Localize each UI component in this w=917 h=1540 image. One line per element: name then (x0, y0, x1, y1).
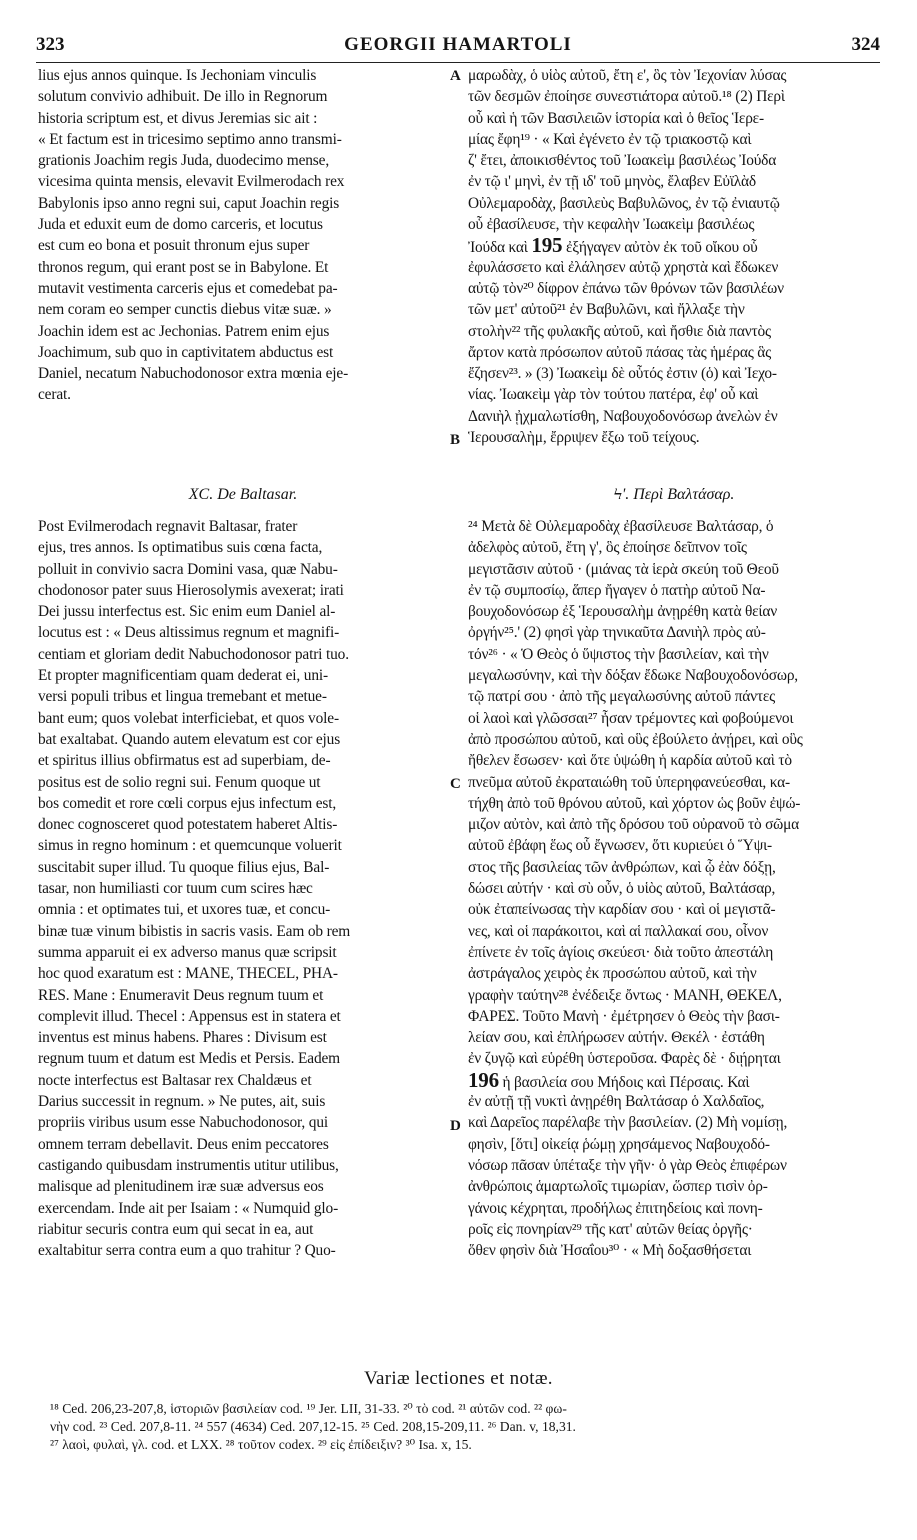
latin-line: nem coram eo semper cunctis diebus vitæ suæ. » (38, 301, 332, 319)
greek-line: μιζον αὐτὸν, καὶ ἀπὸ τῆς δρόσου τοῦ οὐρανοῦ τὸ σῶμα (468, 816, 800, 834)
footnotes (50, 1400, 890, 1454)
latin-line: versi populi tribus et lingua tremebant et metue- (38, 688, 327, 706)
margin-marker-b: B (450, 432, 461, 448)
latin-line: malisque ad plenitudinem iræ suæ adversus eos (38, 1178, 324, 1196)
greek-line: οἱ λαοὶ καὶ γλῶσσαι²⁷ ἦσαν τρέμοντες καὶ φοβούμενοι (468, 709, 794, 727)
greek-line: τῷ πατρί σου · ἀπὸ τῆς μεγαλωσύνης αὐτοῦ πάντες (468, 688, 776, 706)
latin-line: propriis viribus usum esse Nabuchodonosor, qui (38, 1114, 329, 1132)
greek-line: βουχοδονόσωρ ἐξ Ἱερουσαλὴμ ἀνῃρέθη κατὰ θείαν (468, 603, 777, 621)
latin-line: lius ejus annos quinque. Is Jechoniam vinculis (38, 67, 317, 84)
latin-line: binæ tuæ vinum bibistis in sacris vasis. Eam ob rem (38, 922, 351, 940)
latin-line: grationis Joachim regis Juda, duodecimo mense, (38, 152, 330, 170)
latin-line: polluit in convivio sacra Domini vasa, quæ Nabu- (38, 560, 338, 578)
greek-line: ἀνθρώποις ἁμαρτωλοῖς τιμωρίαν, ὥσπερ τισὶν ὀρ- (468, 1178, 768, 1196)
greek-line: οὗ καὶ ἡ τῶν Βασιλειῶν ἱστορία καὶ ὁ θεῖος Ἱερε- (468, 109, 764, 127)
latin-line: suscitabit super illud. Tu quoque filius ejus, Bal- (38, 858, 330, 876)
greek-line: ἀστράγαλος χειρὸς ἐκ προσώπου αὐτοῦ, καὶ τὴν (468, 965, 757, 983)
latin-line: Daniel, necatum Nabuchodonosor extra mœnia eje- (38, 365, 349, 383)
margin-marker-a: A (450, 68, 461, 84)
greek-line: ΦΑΡΕΣ. Τοῦτο Μανὴ · ἐμέτρησεν ὁ Θεὸς τὴν βασι- (468, 1007, 780, 1025)
footnote-line: νὴν cod. ²³ Ced. 207,8-11. ²⁴ 557 (4634) Ced. 207,12-15. ²⁵ Ced. 208,15-209,11. ²⁶ Dan. v, 18,31. (50, 1419, 576, 1434)
latin-line: chodonosor pater suus Hierosolymis avexerat; irati (38, 581, 344, 599)
latin-line: Et propter magnificentiam quam dederat ei, uni- (38, 667, 328, 685)
column-number: 196 (468, 1069, 499, 1092)
greek-line: οὗ ἐβασίλευσε, τὴν κεφαλὴν Ἰωακεὶμ βασιλέως (468, 216, 755, 234)
latin-line: RES. Mane : Enumeravit Deus regnum tuum et (38, 986, 324, 1004)
latin-line: omnia : et optimates tui, et uxores tuæ, et concu- (38, 901, 331, 919)
latin-line: Juda et eduxit eum de domo carceris, et locutus (38, 216, 323, 234)
page-number-right: 324 (851, 34, 880, 55)
latin-line: simus in regno hominum : et quemcunque voluerit (38, 837, 342, 855)
greek-line: στος τῆς βασιλείας τῶν ἀνθρώπων, καὶ ᾧ ἐὰν δόξῃ, (468, 858, 776, 876)
page-title: GEORGII HAMARTOLI (344, 34, 572, 55)
page-number-left: 323 (36, 34, 65, 55)
latin-line: bos comedit et rore cœli corpus ejus infectum est, (38, 794, 337, 812)
greek-line: ²⁴ Μετὰ δὲ Οὐλεμαροδὰχ ἐβασίλευσε Βαλτάσαρ, ὁ (468, 518, 774, 535)
greek-line: ἀπὸ προσώπου αὐτοῦ, καὶ οὓς ἐβούλετο ἀνῄρει, καὶ οὓς (468, 730, 803, 748)
greek-line: ἐν ζυγῷ καὶ εὑρέθη ὑστεροῦσα. Φαρὲς δὲ · διῄρηται (468, 1050, 781, 1068)
greek-line: ἐν τῷ ι' μηνὶ, ἐν τῇ ιδ' τοῦ μηνὸς, ἔλαβεν Εὐϊλὰδ (468, 173, 756, 191)
greek-line: ἐν αὐτῇ τῇ νυκτὶ ἀνῃρέθη Βαλτάσαρ ὁ Χαλδαῖος, (468, 1093, 765, 1111)
greek-line: ὅθεν φησὶν διὰ Ἠσαΐου³⁰ · « Μὴ δοξασθήσεται (468, 1242, 752, 1260)
greek-line: ροῖς εἰς πονηρίαν²⁹ τῆς κατ' αὐτῶν θείας ὀργῆς· (468, 1220, 753, 1238)
latin-text-top (38, 65, 448, 406)
latin-line: locutus est : « Deus altissimus regnum et magnifi- (38, 624, 340, 642)
greek-line: γάνοις κέχρηται, προδήλως ἐπιτηδείοις καὶ πονη- (468, 1199, 763, 1217)
latin-line: mutavit vestimenta carceris ejus et comedebat pa- (38, 279, 338, 297)
latin-line: est cum eo bona et posuit thronum ejus super (38, 237, 310, 255)
latin-line: positus est de solio regni sui. Fenum quoque ut (38, 773, 321, 791)
latin-line: et spiritus illius obfirmatus est ad superbiam, de- (38, 752, 331, 770)
header-rule (36, 62, 880, 63)
latin-line: donec cognosceret quod potestatem haberet Altis- (38, 816, 338, 834)
margin-marker-d: D (450, 1118, 461, 1134)
greek-line: τήχθη ἀπὸ τοῦ θρόνου αὐτοῦ, καὶ χόρτον ὡς βοῦν ἐψώ- (468, 794, 801, 812)
latin-line: ejus, tres annos. Is optimatibus suis cœna facta, (38, 539, 323, 557)
latin-line: regnum tuum et datum est Medis et Persis. Eadem (38, 1050, 340, 1068)
footnote-line: ¹⁸ Ced. 206,23-207,8, ἱστοριῶν βασιλείαν cod. ¹⁹ Jer. LII, 31-33. ²⁰ τὸ cod. ²¹ αὐτῶν cod. ²² φω- (50, 1401, 567, 1416)
greek-line: πνεῦμα αὐτοῦ ἐκραταιώθη τοῦ ὑπερηφανεύεσθαι, κα- (468, 773, 790, 791)
latin-line: solutum convivio adhibuit. De illo in Regnorum (38, 88, 328, 106)
greek-line: Οὐλεμαροδὰχ, βασιλεὺς Βαβυλῶνος, ἐν τῷ ἐνιαυτῷ (468, 194, 780, 212)
section-heading-greek: Ϟ'. Περὶ Βαλτάσαρ. (613, 486, 735, 503)
greek-line: ἤθελεν ἔσωσεν· καὶ ὅτε ὑψώθη ἡ καρδία αὐτοῦ καὶ τὸ (468, 752, 792, 770)
latin-line: exercendam. Inde ait per Isaiam : « Numquid glo- (38, 1199, 339, 1217)
greek-line: αὐτῷ τὸν²⁰ δίφρον ἐπάνω τῶν θρόνων τῶν βασιλέων (468, 279, 784, 297)
greek-line: ὀργήν²⁵.' (2) φησὶ γὰρ τηνικαῦτα Δανιὴλ πρὸς αὐ- (468, 624, 766, 642)
greek-line: οὐκ ἐταπείνωσας τὴν καρδίαν σου · καὶ οἱ μεγιστᾶ- (468, 901, 776, 919)
greek-line: ἀδελφὸς αὐτοῦ, ἔτη γ', ὃς ἐποίησε δεῖπνον τοῖς (468, 539, 747, 557)
greek-line: στολὴν²² τῆς φυλακῆς αὐτοῦ, καὶ ἤσθιε διὰ παντὸς (468, 322, 771, 340)
latin-line: riabitur securis contra eum qui secat in ea, aut (38, 1220, 314, 1238)
greek-line: νίας. Ἰωακεὶμ γὰρ τὸν τούτου πατέρα, ἐφ' οὗ καὶ (468, 386, 759, 404)
latin-line: historia scriptum est, et divus Jeremias sic ait : (38, 109, 318, 127)
latin-line: Darius successit in regnum. » Ne putes, ait, suis (38, 1093, 326, 1111)
latin-line: cerat. (38, 386, 71, 404)
section-heading-latin: XC. De Baltasar. (188, 486, 298, 503)
greek-line: τόν²⁶ · « Ὁ Θεὸς ὁ ὕψιστος τὴν βασιλείαν, καὶ τὴν (468, 645, 769, 663)
greek-line: τῶν δεσμῶν ἐποίησε συνεστιάτορα αὐτοῦ.¹⁸ (2) Περὶ (468, 88, 785, 106)
latin-line: Post Evilmerodach regnavit Baltasar, frater (38, 518, 298, 535)
latin-line: castigando quibusdam instrumentis utitur utilibus, (38, 1156, 339, 1174)
latin-line: bat exaltabat. Quando autem elevatum est cor ejus (38, 730, 341, 748)
footnote-line: ²⁷ λαοὶ, φυλαὶ, γλ. cod. et LXX. ²⁸ τοῦτον codex. ²⁹ εἰς ἐπίδειξιν? ³⁰ Isa. x, 15. (50, 1437, 472, 1452)
margin-marker-c: C (450, 776, 461, 792)
latin-line: Dei jussu interfectus est. Sic enim eum Daniel al- (38, 603, 336, 621)
greek-line: φησὶν, [ὅτι] οἰκείᾳ ῥώμῃ χρησάμενος Ναβουχοδό- (468, 1135, 770, 1153)
latin-line: inventus est minus habens. Phares : Divisum est (38, 1029, 327, 1047)
greek-line: Δανιὴλ ᾐχμαλωτίσθη, Ναβουχοδονόσωρ ἀνελὼν ἐν (468, 407, 778, 425)
greek-text-bottom (468, 516, 880, 1261)
greek-line: δώσει αὐτήν · καὶ σὺ οὖν, ὁ υἱὸς αὐτοῦ, Βαλτάσαρ, (468, 880, 776, 898)
latin-line: Babylonis ipso anno regni sui, caput Joachin regis (38, 194, 340, 212)
greek-line: τῶν μετ' αὐτοῦ²¹ ἐν Βαβυλῶνι, καὶ ἤλλαξε τὴν (468, 301, 745, 319)
greek-line: ἐφυλάσσετο καὶ ἐλάλησεν αὐτῷ χρηστὰ καὶ ἔδωκεν (468, 258, 779, 276)
greek-line: αὐτοῦ ἐβάφη ἕως οὗ ἔγνωσεν, ὅτι κυριεύει ὁ Ὕψι- (468, 837, 772, 855)
greek-line: 196 ἡ βασιλεία σου Μήδοις καὶ Πέρσαις. Καὶ (468, 1069, 750, 1092)
greek-line: μίας ἔφη¹⁹ · « Καὶ ἐγένετο ἐν τῷ τριακοστῷ καὶ (468, 130, 752, 148)
greek-line: νόσωρ πᾶσαν ὑπέταξε τὴν γῆν· ὁ γὰρ Θεὸς ἐπιφέρων (468, 1156, 787, 1174)
latin-line: complevit illud. Thecel : Appensus est in statera et (38, 1007, 341, 1025)
greek-line: λείαν σου, καὶ ἐπλήρωσεν αὐτήν. Θεκέλ · ἐστάθη (468, 1029, 765, 1047)
notes-title: Variæ lectiones et notæ. (364, 1368, 553, 1389)
latin-line: centiam et gloriam dedit Nabuchodonosor patri tuo. (38, 645, 349, 663)
latin-line: hoc quod exaratum est : MANE, THECEL, PHA- (38, 965, 338, 983)
latin-line: thronos regum, qui erant post se in Babylone. Et (38, 258, 329, 276)
greek-line: Ἱερουσαλὴμ, ἔρριψεν ἔξω τοῦ τείχους. (468, 429, 700, 447)
greek-line: ἐπίνετε ἐν τοῖς ἁγίοις σκεύεσι· διὰ τοῦτο ἀπεστάλη (468, 943, 774, 961)
greek-line: ἐν τῷ συμποσίῳ, ἅπερ ἤγαγεν ὁ πατὴρ αὐτοῦ Να- (468, 581, 766, 599)
latin-line: bant eum; quos volebat interficiebat, et quos vole- (38, 709, 339, 727)
greek-text-top (468, 65, 880, 448)
greek-line: ζ' ἔτει, ἀποικισθέντος τοῦ Ἰωακεὶμ βασιλέως Ἰούδα (468, 152, 777, 170)
latin-line: Joachimum, sub quo in captivitatem abductus est (38, 343, 334, 361)
latin-line: omnem terram debellavit. Deus enim peccatores (38, 1135, 329, 1153)
latin-line: nocte interfectus est Baltasar rex Chaldæus et (38, 1071, 312, 1089)
greek-line: καὶ Δαρεῖος παρέλαβε τὴν βασιλείαν. (2) Μὴ νομίσῃ, (468, 1114, 788, 1132)
latin-line: summa apparuit ei ex adverso manus quæ scripsit (38, 943, 337, 961)
latin-text-bottom (38, 516, 448, 1261)
running-header (36, 30, 880, 60)
greek-line: μαρωδὰχ, ὁ υἱὸς αὐτοῦ, ἔτη ε', ὃς τὸν Ἰεχονίαν λύσας (468, 67, 787, 84)
latin-line: « Et factum est in tricesimo septimo anno transmi- (38, 130, 342, 148)
latin-line: tasar, non humiliasti cor tuum cum scires hæc (38, 880, 313, 898)
latin-line: vicesima quinta mensis, elevavit Evilmerodach rex (38, 173, 345, 191)
column-number: 195 (531, 235, 563, 257)
greek-line: ἄρτον κατὰ πρόσωπον αὐτοῦ πάσας τὰς ἡμέρας ἃς (468, 343, 772, 361)
latin-line: Joachin idem est ac Jechonias. Patrem enim ejus (38, 322, 330, 340)
greek-line: μεγιστᾶσιν αὐτοῦ · (μιάνας τὰ ἱερὰ σκεύη τοῦ Θεοῦ (468, 560, 779, 578)
greek-line: μεγαλωσύνην, καὶ τὴν δόξαν ἔδωκε Ναβουχοδονόσωρ, (468, 667, 798, 685)
greek-line: ἔζησεν²³. » (3) Ἰωακεὶμ δὲ οὗτός ἐστιν (ὁ) καὶ Ἰεχο- (468, 365, 777, 383)
greek-line: γραφὴν ταύτην²⁸ ἐνέδειξε ὄντως · ΜΑΝΗ, ΘΕΚΕΛ, (468, 986, 782, 1004)
greek-line: Ἰούδα καὶ 195 ἐξήγαγεν αὐτὸν ἐκ τοῦ οἴκου οὗ (468, 235, 758, 257)
greek-line: νες, καὶ οἱ παράκοιτοι, καὶ αἱ παλλακαί σου, οἶνον (468, 922, 769, 940)
latin-line: exaltabitur serra contra eum a quo trahitur ? Quo- (38, 1242, 336, 1260)
